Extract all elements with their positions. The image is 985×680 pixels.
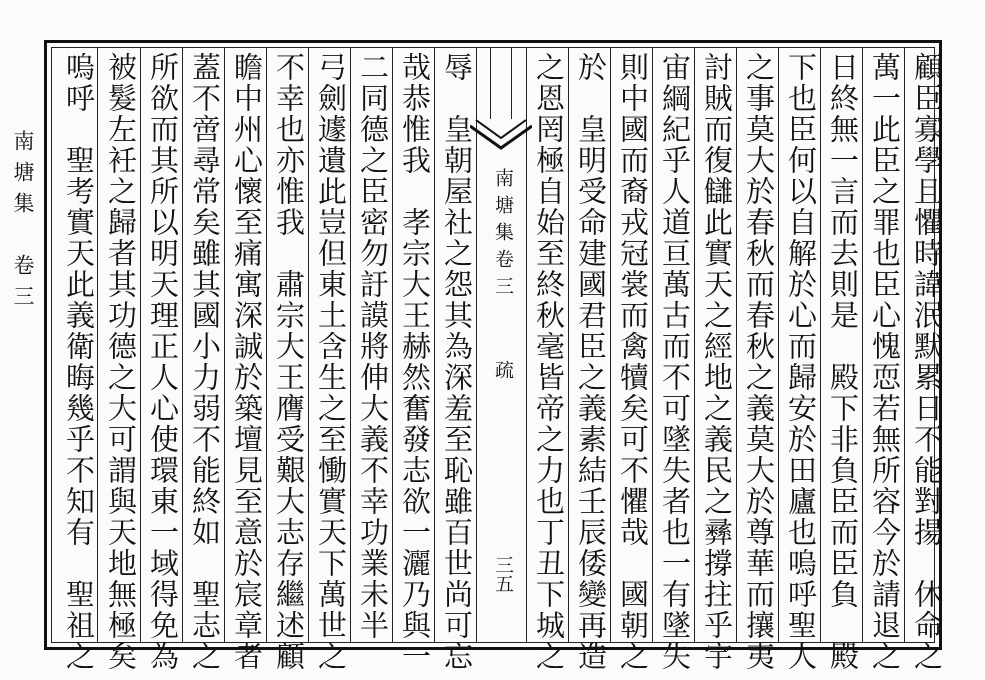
text-column: 萬一此臣之罪也臣心愧恧若無所容今於請退之	[868, 52, 902, 672]
text-column: 宙綱紀乎人道亘萬古而不可墜失者也一有墜失	[658, 52, 692, 672]
text-column: 顧臣寡學且懼時諱泯默累日不能對揚 休命之	[910, 52, 944, 672]
text-column: 瞻中州心懷至痛寓深誠於築壇見至意於宸章者	[230, 52, 264, 672]
text-column: 二同德之臣密勿訏謨將伸大義不幸功業未半	[356, 52, 390, 641]
text-column: 被髮左衽之歸者其功德之大可謂與天地無極矣	[104, 52, 138, 672]
center-book-title: 南塘集卷三	[492, 168, 514, 303]
text-column: 蓋不啻尋常矣雖其國小力弱不能終如 聖志之	[188, 52, 222, 672]
text-column: 哉恭惟我 孝宗大王赫然奮發志欲一灑乃與一	[398, 52, 432, 672]
text-column: 之恩罔極自始至終秋毫皆帝之力也丁丑下城之	[532, 52, 566, 672]
text-column: 於 皇明受命建國君臣之義素結壬辰倭變再造	[574, 52, 608, 672]
text-column: 所欲而其所以明天理正人心使環東一域得免為	[146, 52, 180, 672]
center-section-label: 疏	[492, 360, 514, 379]
text-column: 下也臣何以自解於心而歸安於田廬也嗚呼聖人	[784, 52, 818, 672]
margin-book-title: 南塘集 卷三	[11, 130, 35, 316]
text-column: 弓劍遽遺此豈但東土含生之至慟實天下萬世之	[314, 52, 348, 672]
text-column: 日終無一言而去則是 殿下非負臣而臣負 殿	[826, 52, 860, 672]
text-column: 不幸也亦惟我 肅宗大王膺受艱大志存繼述顧	[272, 52, 306, 672]
text-column: 辱 皇朝屋社之怨其為深羞至恥雖百世尚可忘	[440, 52, 474, 672]
text-column: 之事莫大於春秋而春秋之義莫大於尊華而攘夷	[742, 52, 776, 672]
fish-tail-mark-icon	[470, 118, 532, 158]
center-page-number: 三五	[492, 555, 514, 593]
text-column: 嗚呼 聖考實天此義衛晦幾乎不知有 聖祖之	[62, 52, 96, 672]
center-fold-band	[490, 47, 512, 119]
text-column: 討賊而復讎此實天之經地之義民之彞撐拄乎宇	[700, 52, 734, 672]
text-column: 則中國而裔戎冠裳而禽犢矣可不懼哉 國朝之	[616, 52, 650, 672]
